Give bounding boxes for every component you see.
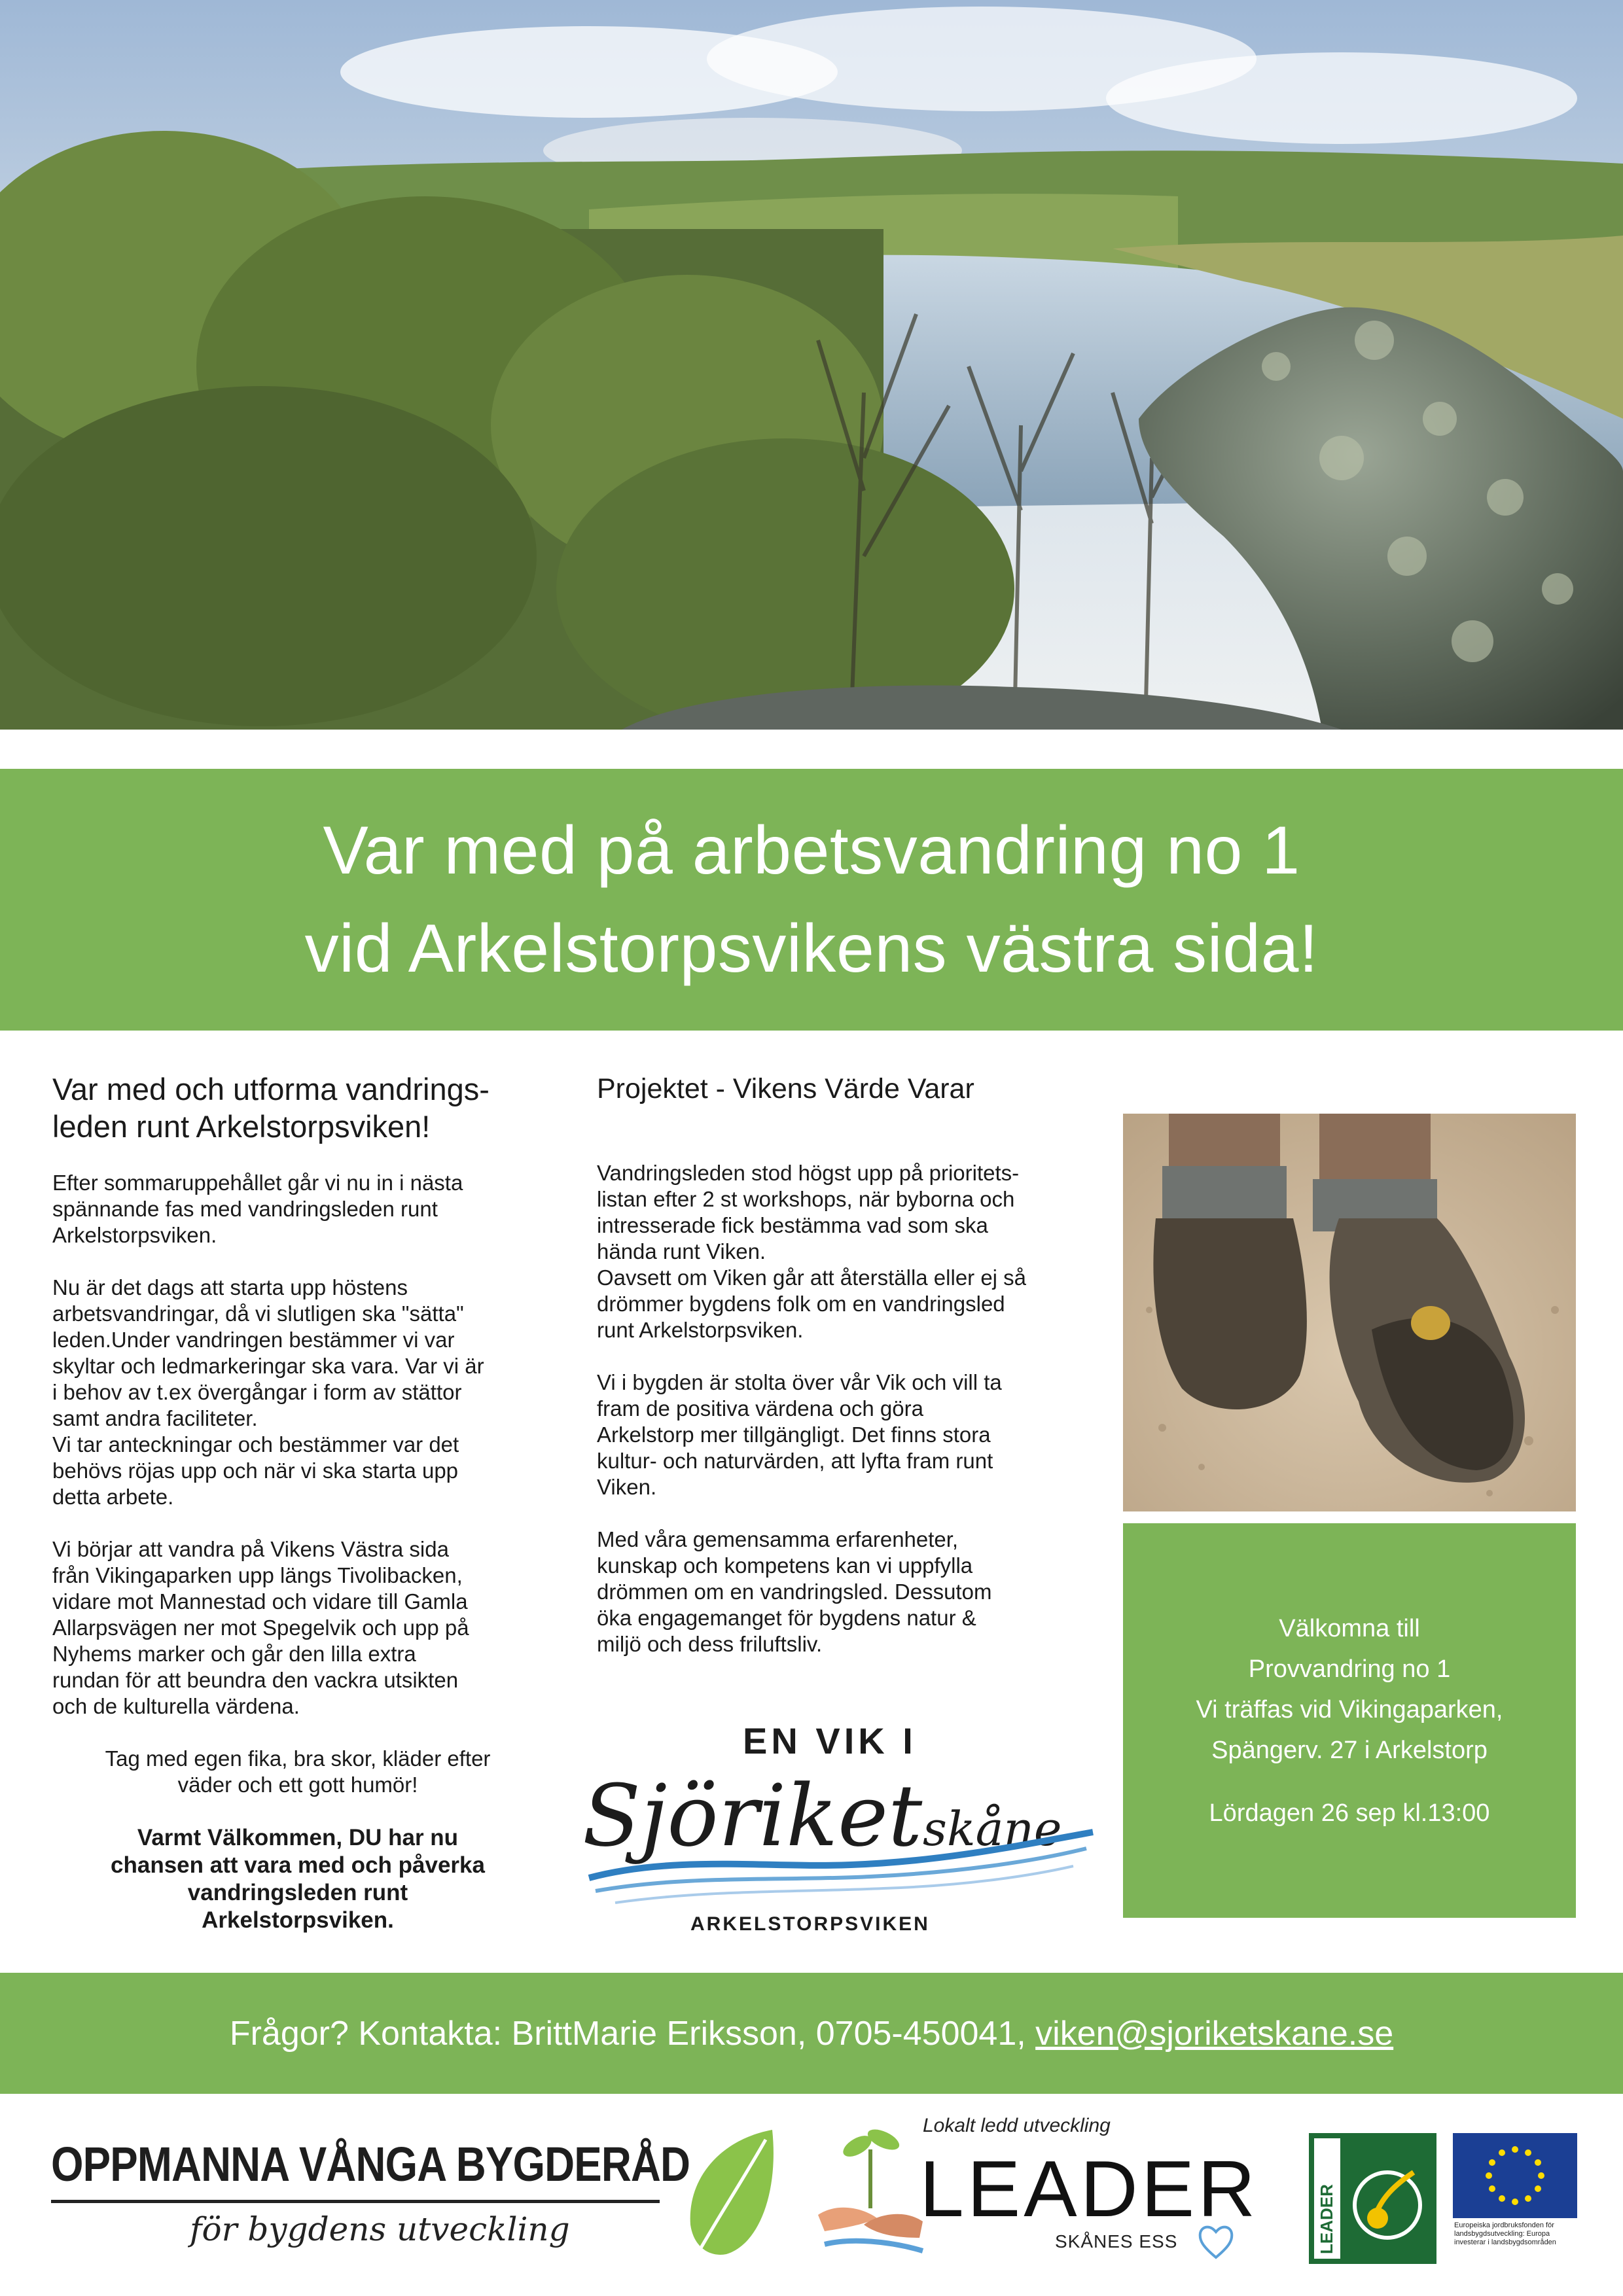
title-line-2: vid Arkelstorpsvikens västra sida! (304, 911, 1319, 987)
leader-subtitle: SKÅNES ESS (1055, 2231, 1178, 2252)
invitation-box (1123, 1523, 1576, 1918)
boots-icon (1123, 1114, 1576, 1511)
contact-email-link[interactable]: viken@sjoriketskane.se (1035, 2014, 1394, 2053)
leader-wordmark: LEADER (919, 2144, 1259, 2233)
invite-line-4: Spängerv. 27 i Arkelstorp (1211, 1736, 1488, 1764)
sjoriket-skane-logo (576, 1714, 1099, 1937)
contact-banner (0, 1973, 1623, 2094)
contact-label: Frågor? Kontakta: BrittMarie Eriksson, 0705-450041, (229, 2014, 1036, 2053)
left-heading-line-1: Var med och utforma vandrings- (52, 1072, 490, 1106)
left-paragraph-3: Vi börjar att vandra på Vikens Västra sida från Vikingaparken upp längs Tivolibacken, vidare mot Mannestad och vidare till Gamla Allarpsvägen ner mot Spegelvik och upp på Nyhems marker och går den lilla extra rundan för att beundra den vackra utsikten och de kulturella värdena. (52, 1537, 469, 1718)
lake-landscape-icon (0, 0, 1623, 730)
leader-badge-logo (1309, 2133, 1436, 2264)
sjoriket-script-main: Sjöriket (582, 1766, 923, 1865)
title-line-1: Var med på arbetsvandring no 1 (323, 813, 1300, 889)
invite-line-3: Vi träffas vid Vikingaparken, (1196, 1695, 1503, 1723)
invite-line-2: Provvandring no 1 (1248, 1655, 1451, 1683)
middle-paragraph-2: Vi i bygden är stolta över vår Vik och vill ta fram de positiva värdena och göra Arkelstorp mer tillgängligt. Det finns stora kultur- och naturvärden, att lyfta fram runt Viken. (597, 1370, 1002, 1499)
left-heading-line-2: leden runt Arkelstorpsviken! (52, 1109, 431, 1144)
left-paragraph-2: Nu är det dags att starta upp höstens arbetsvandringar, då vi slutligen ska "sätta" leden.Under vandringen bestämmer vi var skyltar och ledmarkeringar ska vara. Var vi är i behov av t.ex övergångar i form av stättor samt andra faciliteter. Vi tar anteckningar och bestämmer var det behövs röjas upp och när vi ska starta upp detta arbete. (52, 1275, 484, 1509)
middle-paragraph-1: Vandringsleden stod högst upp på prioritets- listan efter 2 st workshops, när byborna och intresserade fick bestämma vad som ska hända runt Viken. Oavsett om Viken går att återställa eller ej så drömmer bygdens folk om en vandringsled runt Arkelstorpsviken. (597, 1161, 1027, 1342)
bygderad-divider (51, 2200, 660, 2203)
middle-column (597, 1070, 1120, 1657)
left-paragraph-1: Efter sommaruppehållet går vi nu in i nästa spännande fas med vandringsleden runt Arkelstorpsviken. (52, 1171, 463, 1247)
bygderad-name: OPPMANNA VÅNGA BYGDERÅD (51, 2137, 690, 2191)
sjoriket-bottom-text: ARKELSTORPSVIKEN (690, 1913, 930, 1935)
leaf-icon (681, 2127, 779, 2264)
left-closing: Varmt Välkommen, DU har nu chansen att vara med och påverka vandringsleden runt Arkelstorpsviken. (111, 1825, 485, 1933)
eu-fund-text: Europeiska jordbruksfonden för landsbygdsutveckling: Europa investerar i landsbygdsområden (1454, 2221, 1556, 2246)
eu-flag-icon (1453, 2133, 1577, 2218)
sjoriket-script-sub: skåne (923, 1801, 1062, 1856)
middle-paragraph-3: Med våra gemensamma erfarenheter, kunskap och kompetens kan vi uppfylla drömmen om en vandringsled. Dessutom öka engagemanget för bygdens natur & miljö och dess friluftsliv. (597, 1527, 992, 1656)
middle-heading: Projektet - Vikens Värde Varar (597, 1073, 974, 1104)
invite-date: Lördagen 26 sep kl.13:00 (1209, 1799, 1490, 1827)
hero-landscape-photo (0, 0, 1623, 730)
heart-icon (1198, 2221, 1234, 2261)
sjoriket-logo-icon (576, 1714, 1099, 1937)
left-paragraph-4: Tag med egen fika, bra skor, kläder efter väder och ett gott humör! (105, 1746, 491, 1797)
title-banner (0, 769, 1623, 1031)
left-column (52, 1070, 543, 1934)
invite-line-1: Välkomna till (1279, 1614, 1420, 1642)
sjoriket-top-text: EN VIK I (743, 1720, 917, 1761)
bygderad-tagline: för bygdens utveckling (190, 2210, 570, 2248)
leader-hands-plant-icon (812, 2110, 929, 2267)
contact-text (230, 2014, 1393, 2053)
hiking-boots-photo (1123, 1114, 1576, 1511)
leader-badge-text: LEADER (1317, 2184, 1336, 2254)
leader-tagline: Lokalt ledd utveckling (923, 2115, 1111, 2136)
